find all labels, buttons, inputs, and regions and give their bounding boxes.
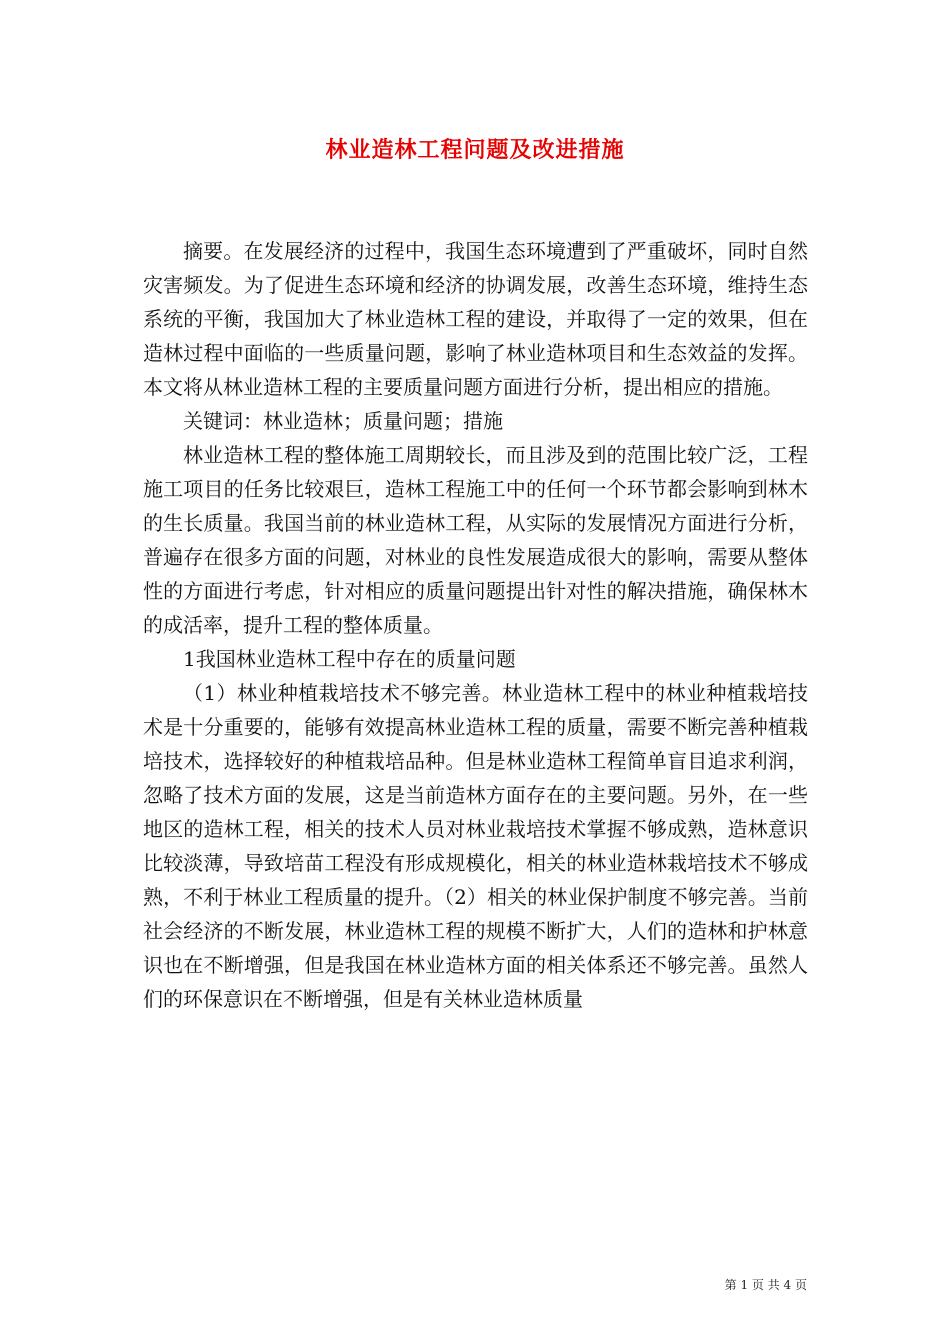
keywords-paragraph: 关键词：林业造林；质量问题；措施: [183, 409, 503, 433]
page-number: 第 1 页 共 4 页: [724, 1278, 807, 1292]
document-body: [143, 234, 808, 1016]
abstract-paragraph: 摘要。在发展经济的过程中，我国生态环境遭到了严重破坏，同时自然灾害频发。为了促进生态环境和经济的协调发展，改善生态环境，维持生态系统的平衡，我国加大了林业造林工程的建设，并取得了一定的效果，但在造林过程中面临的一些质量问题，影响了林业造林项目和生态效益的发挥。本文将从林业造林工程的主要质量问题方面进行分析，提出相应的措施。: [143, 239, 808, 399]
intro-paragraph: 林业造林工程的整体施工周期较长，而且涉及到的范围比较广泛，工程施工项目的任务比较艰巨，造林工程施工中的任何一个环节都会影响到林木的生长质量。我国当前的林业造林工程，从实际的发展情况方面进行分析，普遍存在很多方面的问题，对林业的良性发展造成很大的影响，需要从整体性的方面进行考虑，针对相应的质量问题提出针对性的解决措施，确保林木的成活率，提升工程的整体质量。: [143, 443, 808, 637]
document-title: 林业造林工程问题及改进措施: [325, 137, 625, 163]
section-paragraph: （1）林业种植栽培技术不够完善。林业造林工程中的林业种植栽培技术是十分重要的，能够有效提高林业造林工程的质量，需要不断完善种植栽培技术，选择较好的种植栽培品种。但是林业造林工程简单盲目追求利润，忽略了技术方面的发展，这是当前造林方面存在的主要问题。另外，在一些地区的造林工程，相关的技术人员对林业栽培技术掌握不够成熟，造林意识比较淡薄，导致培苗工程没有形成规模化，相关的林业造林栽培技术不够成熟，不利于林业工程质量的提升。（2）相关的林业保护制度不够完善。当前社会经济的不断发展，林业造林工程的规模不断扩大，人们的造林和护林意识也在不断增强，但是我国在林业造林方面的相关体系还不够完善。虽然人们的环保意识在不断增强，但是有关林业造林质量: [143, 681, 808, 1011]
section-heading: 1我国林业造林工程中存在的质量问题: [183, 647, 516, 671]
